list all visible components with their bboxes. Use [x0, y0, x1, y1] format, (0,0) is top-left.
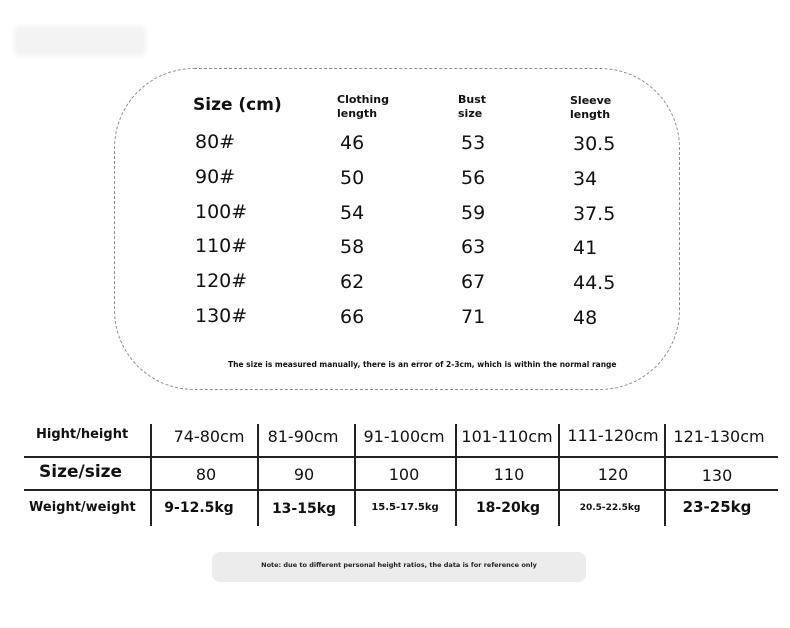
size-column-header: Size (cm)	[193, 95, 282, 115]
sleeve-length-110: 41	[573, 237, 598, 259]
size-100: 100#	[195, 201, 248, 223]
clothing-length-header-line1: Clothing	[337, 93, 389, 106]
bust-size-110: 63	[461, 236, 486, 258]
clothing-length-header-line2: length	[337, 107, 378, 120]
weight-row-label: Weight/weight	[29, 500, 136, 515]
sleeve-length-header	[570, 94, 611, 122]
sleeve-length-90: 34	[573, 168, 598, 190]
weight-cell: 18-20kg	[475, 500, 541, 516]
footer-note-box	[212, 552, 586, 582]
size-90: 90#	[195, 166, 236, 188]
sleeve-length-120: 44.5	[573, 272, 616, 294]
clothing-length-100: 54	[340, 202, 365, 224]
column-divider	[455, 424, 457, 526]
blurred-label	[14, 26, 146, 56]
bust-size-80: 53	[461, 132, 486, 154]
column-divider	[558, 424, 560, 526]
bust-size-header-line2: size	[458, 107, 483, 120]
bust-size-header-line1: Bust	[458, 93, 487, 106]
bust-size-120: 67	[461, 271, 486, 293]
height-cell: 91-100cm	[363, 427, 445, 446]
sleeve-length-130: 48	[573, 307, 598, 329]
height-row-label: Hight/height	[36, 427, 129, 442]
weight-cell: 20.5-22.5kg	[579, 503, 641, 513]
clothing-length-80: 46	[340, 132, 365, 154]
column-divider	[354, 424, 356, 526]
clothing-length-120: 62	[340, 271, 365, 293]
footer-note: Note: due to different personal height ratios, the data is for reference only	[261, 561, 537, 569]
height-cell: 121-130cm	[673, 427, 765, 446]
weight-cell: 23-25kg	[682, 498, 752, 516]
height-cell: 111-120cm	[567, 426, 659, 445]
height-cell: 74-80cm	[173, 427, 245, 446]
weight-cell: 13-15kg	[271, 501, 337, 517]
size-cell: 100	[388, 465, 420, 484]
column-divider	[257, 424, 259, 526]
sleeve-length-header-line2: length	[570, 108, 611, 121]
column-divider	[150, 424, 152, 526]
size-cell: 80	[195, 465, 217, 484]
size-row-label: Size/size	[39, 462, 123, 482]
size-cell: 120	[597, 465, 629, 484]
height-cell: 101-110cm	[461, 427, 553, 446]
clothing-length-header	[337, 93, 389, 121]
sleeve-length-header-line1: Sleeve	[570, 94, 612, 107]
size-cell: 90	[293, 465, 315, 484]
sleeve-length-100: 37.5	[573, 203, 616, 225]
size-130: 130#	[195, 305, 248, 327]
size-110: 110#	[195, 235, 248, 257]
bust-size-header	[458, 93, 486, 121]
sleeve-length-80: 30.5	[573, 133, 616, 155]
measurement-note: The size is measured manually, there is an error of 2-3cm, which is within the normal range	[228, 360, 617, 369]
bust-size-100: 59	[461, 202, 486, 224]
clothing-length-110: 58	[340, 236, 365, 258]
clothing-length-130: 66	[340, 306, 365, 328]
weight-cell: 9-12.5kg	[164, 500, 234, 516]
column-divider	[664, 424, 666, 526]
clothing-length-90: 50	[340, 167, 365, 189]
size-80: 80#	[195, 131, 236, 153]
weight-cell: 15.5-17.5kg	[371, 502, 439, 513]
fit-table	[24, 420, 780, 530]
bust-size-130: 71	[461, 306, 486, 328]
size-cell: 130	[701, 466, 733, 485]
bust-size-90: 56	[461, 167, 486, 189]
height-cell: 81-90cm	[267, 427, 339, 446]
size-120: 120#	[195, 270, 248, 292]
size-cell: 110	[493, 465, 525, 484]
